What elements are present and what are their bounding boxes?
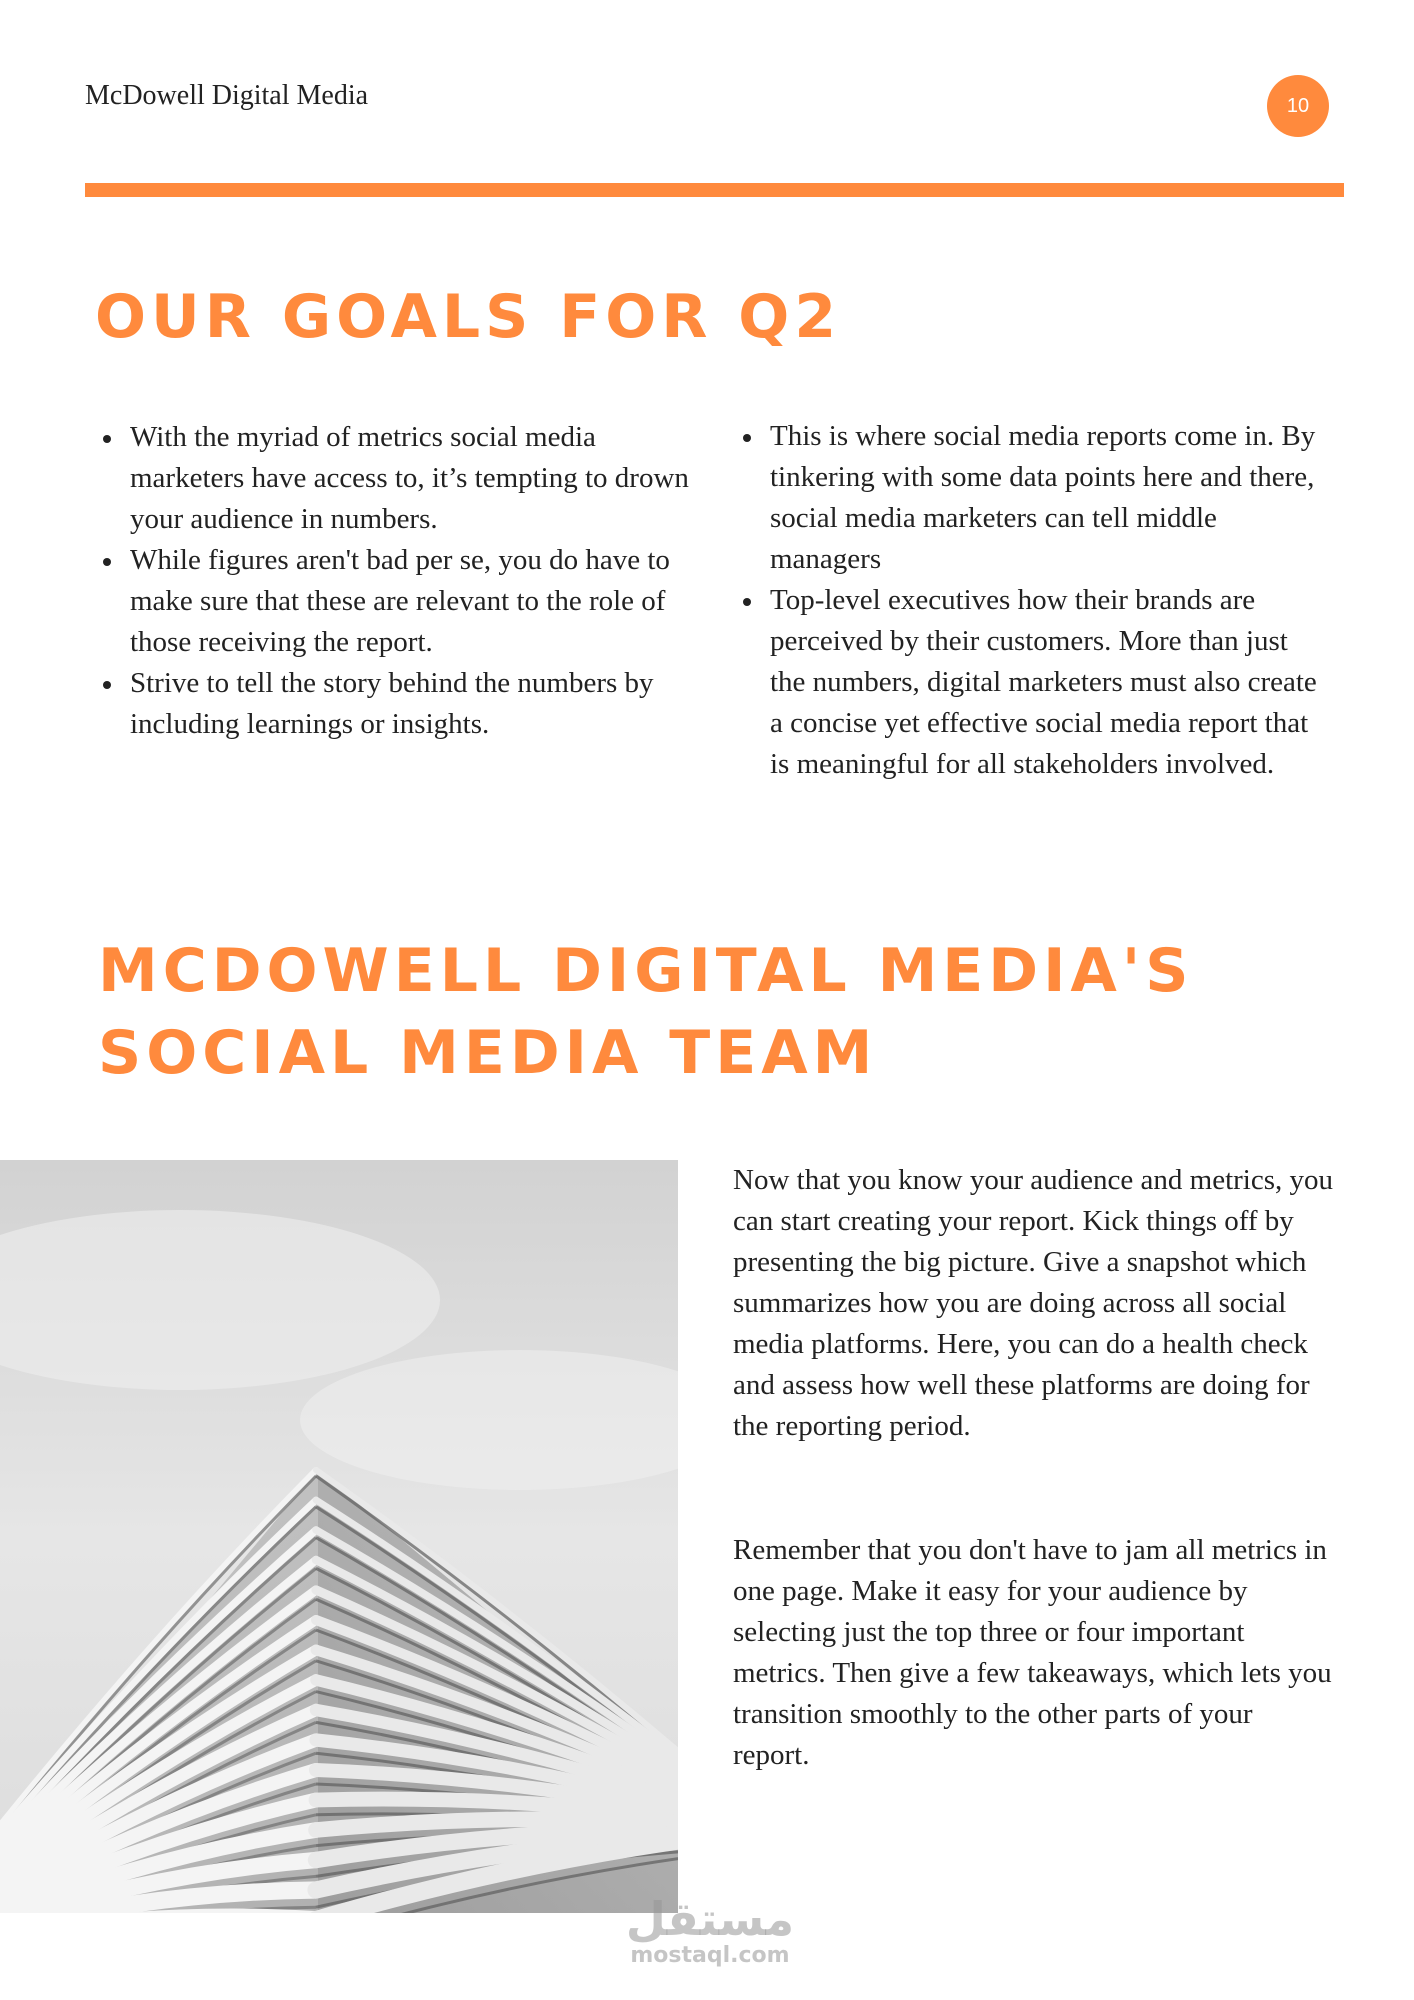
team-paragraph-2: Remember that you don't have to jam all metrics in one page. Make it easy for your audience by selecting just the top three or four important metrics. Then give a few takeaways, which lets you transition smoothly to the other parts of your report. — [733, 1534, 1332, 1771]
watermark-arabic: مستقل — [625, 1892, 795, 1946]
building-photo — [0, 1160, 678, 1913]
brand-name: McDowell Digital Media — [85, 80, 369, 111]
list-item: With the myriad of metrics social media marketers have access to, it’s tempting to drown your audience in numbers. — [130, 417, 690, 540]
header-divider — [85, 183, 1344, 197]
page-number-badge — [1267, 75, 1329, 137]
watermark-logo — [622, 1892, 798, 1969]
team-heading-line2: SOCIAL MEDIA TEAM — [98, 1018, 878, 1088]
team-paragraph-1: Now that you know your audience and metrics, you can start creating your report. Kick things off by presenting the big picture. Give a snapshot which summarizes how you are doing across all social media platforms. Here, you can do a health check and assess how well these platforms are doing for the reporting period. — [733, 1164, 1333, 1442]
list-item: While figures aren't bad per se, you do have to make sure that these are relevant to the role of those receiving the report. — [130, 540, 690, 663]
page-number: 10 — [1286, 94, 1310, 117]
goals-heading: OUR GOALS FOR Q2 — [95, 282, 842, 352]
team-heading — [98, 930, 1193, 1094]
goals-right-list — [770, 416, 1330, 785]
list-item: Top-level executives how their brands are perceived by their customers. More than just the numbers, digital marketers must also create a concise yet effective social media report that is meaningful for all stakeholders involved. — [770, 580, 1330, 785]
list-item: Strive to tell the story behind the numbers by including learnings or insights. — [130, 663, 690, 745]
list-item: This is where social media reports come in. By tinkering with some data points here and there, social media marketers can tell middle managers — [770, 416, 1330, 580]
watermark-latin: mostaql.com — [630, 1943, 790, 1968]
goals-left-list — [130, 417, 690, 745]
team-heading-line1: MCDOWELL DIGITAL MEDIA'S — [98, 936, 1194, 1006]
